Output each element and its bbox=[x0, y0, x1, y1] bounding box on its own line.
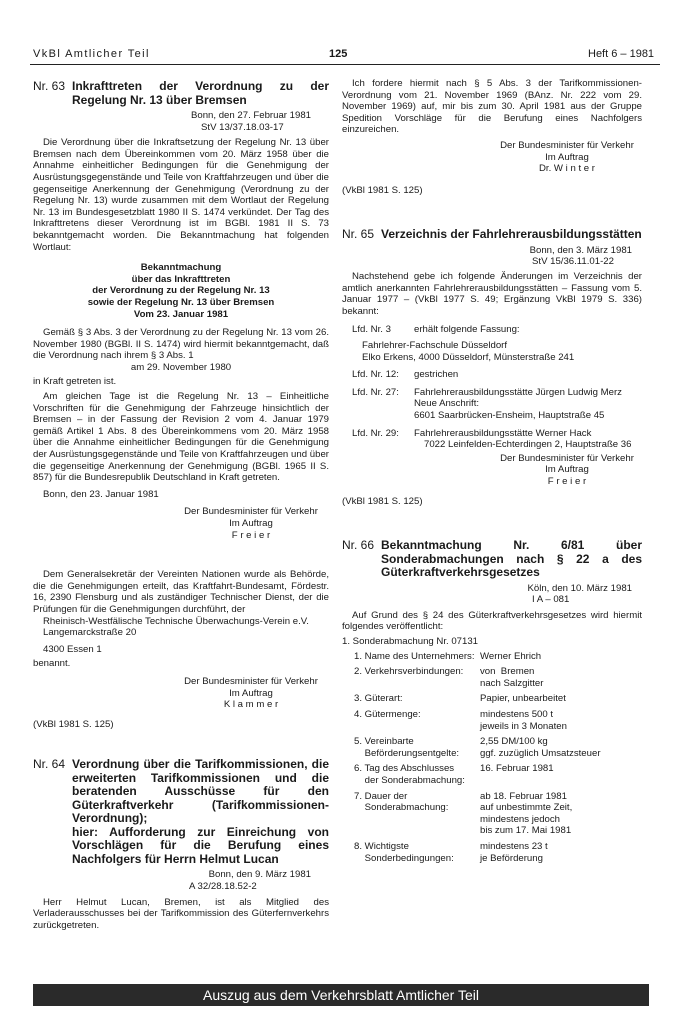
nr63-paragraph-1: Gemäß § 3 Abs. 3 der Verordnung zu der Regelung Nr. 13 vom 26. November 1980 (BGBl. II S. 1474) wird hiermit bekanntgemacht, daß die Verordnung nach ihrem § 3 Abs. 1 bbox=[33, 327, 329, 362]
nr63-paragraph-1-end: in Kraft getreten ist. bbox=[33, 376, 117, 388]
table-row-value: von Bremen nach Salzgitter bbox=[480, 666, 544, 689]
nr66-item-1: 1. Sonderabmachung Nr. 07131 bbox=[342, 636, 479, 647]
page-number: 125 bbox=[329, 48, 348, 60]
entry-text: Fahrlehrerausbildungsstätte Jürgen Ludwig Merz bbox=[414, 386, 622, 398]
nr63-announcement-heading bbox=[33, 262, 329, 320]
entry-detail: Elko Erkens, 4000 Düsseldorf, Münsterstraße 241 bbox=[362, 351, 575, 363]
table-row-label: 1. Name des Unternehmers: bbox=[354, 650, 475, 662]
address-line: Langemarckstraße 20 bbox=[43, 627, 137, 639]
table-row-value: 2,55 DM/100 kg ggf. zuzüglich Umsatzsteuer bbox=[480, 736, 601, 759]
table-row-label: 7. Dauer der Sonderabmachung: bbox=[354, 790, 449, 814]
nr65-entry-27 bbox=[352, 387, 642, 399]
footer-banner: Auszug aus dem Verkehrsblatt Amtlicher Teil bbox=[33, 984, 649, 1006]
signature-line: Im Auftrag bbox=[229, 518, 273, 529]
entry-label: Lfd. Nr. 27: bbox=[352, 386, 399, 398]
signature-line: Der Bundesminister für Verkehr bbox=[184, 506, 318, 518]
nr63-place-date: Bonn, den 23. Januar 1981 bbox=[43, 488, 159, 500]
entry-text: Fahrlehrerausbildungsstätte Werner Hack bbox=[414, 427, 592, 439]
citation: (VkBl 1981 S. 125) bbox=[33, 718, 114, 730]
nr63-title: Inkrafttreten der Verordnung zu der Regelung Nr. 13 über Bremsen bbox=[72, 79, 329, 107]
nr65-entries bbox=[342, 324, 642, 450]
nr63-heading bbox=[33, 80, 329, 107]
table-row-label: 4. Gütermenge: bbox=[354, 708, 421, 720]
journal-title: VkBl Amtlicher Teil bbox=[33, 48, 150, 60]
signature-line: Im Auftrag bbox=[545, 464, 589, 476]
nr63-number: Nr. 63 bbox=[33, 79, 66, 93]
signature-line: Im Auftrag bbox=[229, 687, 273, 699]
left-column bbox=[33, 80, 329, 931]
nr64-heading bbox=[33, 758, 329, 866]
nr64-text: Herr Helmut Lucan, Bremen, ist als Mitglied des Verladerausschusses bei der Tarifkommission des Güterfernverkehrs zurückgetreten. bbox=[33, 896, 329, 931]
table-row-label: 6. Tag des Abschlusses der Sonderabmachung: bbox=[354, 763, 465, 786]
nr63-intro: Die Verordnung über die Inkraftsetzung der Regelung Nr. 13 über Bremsen nach dem Übereinkommen vom 20. März 1958 über die Annahme einheitlicher Bedingungen für die Genehmigung der Ausrüstungsgegenstände und Teile von Kraftfahrzeugen und über die gegenseitige Anerkennung der Genehmigung (Verordnung zu der Regelung Nr. 13) wurde zusammen mit dem Wortlaut der Regelung Nr. 13 im Bundesgesetzblatt 1980 II S. 1474 verkündet. Der Tag des Inkrafttretens dieser Verordnung ist im BGBl. 1981 II S. 73 bekanntgemacht worden. Die Bekanntmachung hat folgenden Wortlaut: bbox=[33, 137, 329, 253]
table-row-value: mindestens 23 t je Beförderung bbox=[480, 840, 548, 864]
signature-line: Dr. W i n t e r bbox=[539, 163, 595, 175]
signature-line: F r e i e r bbox=[231, 529, 271, 541]
signature-line: Der Bundesminister für Verkehr bbox=[500, 452, 634, 464]
signature-line: K l a m m e r bbox=[223, 699, 279, 711]
signature-line: Der Bundesminister für Verkehr bbox=[184, 675, 318, 687]
address-line: 4300 Essen 1 bbox=[43, 643, 102, 655]
nr64-title-block bbox=[72, 758, 329, 866]
address-line: Rheinisch-Westfälische Technische Überwachungs-Verein e.V. bbox=[43, 615, 309, 627]
nr64-date: Bonn, den 9. März 1981 bbox=[208, 869, 311, 881]
continuation-text: Ich fordere hiermit nach § 5 Abs. 3 der Tarifkommissionen-Verordnung vom 21. November 1969 (BAnz. Nr. 222 vom 29. November 1969) auf, mir bis zum 30. April 1981 aus der Gruppe Spedition Vorschläge für die Berufung eines Nachfolgers einzureichen. bbox=[342, 78, 642, 136]
continuation-signature bbox=[342, 140, 642, 175]
entry-label: Lfd. Nr. 3 bbox=[352, 324, 391, 336]
nr66-ref: I A – 081 bbox=[532, 594, 570, 606]
table-row-label: 3. Güterart: bbox=[354, 693, 403, 705]
nr65-signature bbox=[342, 453, 642, 488]
right-column bbox=[342, 78, 642, 864]
signature-line: Im Auftrag bbox=[545, 151, 589, 163]
entry-detail: Neue Anschrift: bbox=[414, 398, 480, 410]
signature-line: F r e i e r bbox=[547, 475, 587, 487]
table-row-value: 16. Februar 1981 bbox=[480, 763, 554, 775]
announcement-heading-line: Vom 23. Januar 1981 bbox=[133, 308, 229, 320]
nr65-date: Bonn, den 3. März 1981 bbox=[529, 244, 632, 256]
table-row-value: Papier, unbearbeitet bbox=[480, 693, 566, 705]
citation: (VkBl 1981 S. 125) bbox=[342, 184, 423, 196]
entry-label: Lfd. Nr. 29: bbox=[352, 427, 399, 439]
table-row-value: Werner Ehrich bbox=[480, 650, 542, 662]
nr66-number: Nr. 66 bbox=[342, 538, 375, 553]
nr65-number: Nr. 65 bbox=[342, 227, 375, 242]
nr64-number: Nr. 64 bbox=[33, 757, 66, 772]
nr65-heading bbox=[342, 228, 642, 242]
nr63-ref: StV 13/37.18.03-17 bbox=[201, 121, 284, 133]
nr64-title: Verordnung über die Tarifkommissionen, die erweiterten Tarifkommissionen und die beratenden Ausschüsse für den Güterkraftverkehr (Tarifkommissionen-Verordnung); bbox=[72, 757, 329, 826]
general-secretary-text: Dem Generalsekretär der Vereinten Nationen wurde als Behörde, die die Genehmigungen erteilt, das Kraftfahrt-Bundesamt, Fördestr. 16, 2390 Flensburg und als zuständiger Technischer Dienst, der die Prüfungen für die Genehmigungen durchführt, der bbox=[33, 569, 329, 615]
table-row-label: 5. Vereinbarte Beförderungsentgelte: bbox=[354, 736, 460, 759]
signature-line: Der Bundesminister für Verkehr bbox=[500, 139, 634, 151]
nr65-intro: Nachstehend gebe ich folgende Änderungen im Verzeichnis der amtlich anerkannten Fahrlehrerausbildungsstätten – Fassung vom 5. Januar 1977 – (VkBl 1977 S. 49; Ergänzung VkBl 1979 S. 336) bekannt: bbox=[342, 271, 642, 317]
nr63-date: Bonn, den 27. Februar 1981 bbox=[190, 110, 311, 121]
header-rule bbox=[30, 64, 660, 65]
table-row-value: ab 18. Februar 1981 auf unbestimmte Zeit, mindestens jedoch bis zum 17. Mai 1981 bbox=[480, 790, 573, 837]
announcement-heading-line: Bekanntmachung bbox=[140, 262, 222, 274]
nr65-ref: StV 15/36.11.01-22 bbox=[532, 256, 614, 268]
table-row-label: 2. Verkehrsverbindungen: bbox=[354, 666, 464, 678]
nr63-signature bbox=[33, 506, 329, 541]
entry-text: erhält folgende Fassung: bbox=[414, 324, 520, 336]
nr64-ref: A 32/28.18.52-2 bbox=[189, 880, 257, 892]
entry-label: Lfd. Nr. 12: bbox=[352, 369, 399, 381]
announcement-heading-line: der Verordnung zu der Regelung Nr. 13 bbox=[92, 285, 270, 297]
nr65-title: Verzeichnis der Fahrlehrerausbildungsstätten bbox=[381, 227, 642, 242]
nr66-title: Bekanntmachung Nr. 6/81 über Sonderabmachungen nach § 22 a des Güterkraftverkehrsgesetzes bbox=[381, 538, 642, 580]
entry-detail: 6601 Saarbrücken-Ensheim, Hauptstraße 45 bbox=[414, 409, 605, 421]
nr64-subtitle: hier: Aufforderung zur Einreichung von Vorschlägen für die Berufung eines Nachfolgers für Herrn Helmut Lucan bbox=[72, 824, 329, 866]
entry-detail: 7022 Leinfelden-Echterdingen 2, Hauptstraße 36 bbox=[424, 439, 632, 451]
nr66-heading bbox=[342, 539, 642, 580]
table-row-label: 8. Wichtigste Sonderbedingungen: bbox=[354, 840, 454, 864]
nr63-effective-date: am 29. November 1980 bbox=[130, 361, 232, 373]
table-row-value: mindestens 500 t jeweils in 3 Monaten bbox=[480, 708, 567, 732]
entry-detail: Fahrlehrer-Fachschule Düsseldorf bbox=[362, 340, 508, 351]
nr65-entry-29 bbox=[352, 428, 642, 440]
issue-number: Heft 6 – 1981 bbox=[588, 48, 655, 60]
entry-text: gestrichen bbox=[414, 369, 459, 381]
sonderabmachung-table bbox=[342, 651, 642, 865]
nr66-date: Köln, den 10. März 1981 bbox=[527, 582, 632, 594]
gen-signature bbox=[33, 676, 329, 711]
nr65-entry-3 bbox=[352, 324, 642, 336]
citation: (VkBl 1981 S. 125) bbox=[342, 495, 423, 507]
general-secretary-tail: benannt. bbox=[33, 658, 71, 670]
announcement-heading-line: über das Inkrafttreten bbox=[131, 273, 231, 285]
announcement-heading-line: sowie der Regelung Nr. 13 über Bremsen bbox=[87, 296, 275, 308]
nr65-entry-12 bbox=[352, 369, 642, 381]
nr63-paragraph-2: Am gleichen Tage ist die Regelung Nr. 13 – Einheitliche Vorschriften für die Genehmigung der Fahrzeuge hinsichtlich der Bremsen – in der Fassung der Revision 2 vom 4. Januar 1979 gemäß Artikel 1 Abs. 8 des Übereinkommens vom 20. März 1958 über die Annahme einheitlicher Bedingungen für die Genehmigung der Ausrüstungsgegenstände und Teile von Kraftfahrzeugen und über die gegenseitige Anerkennung der Genehmigung (BGBl. 1965 II S. 857) für die Bundesrepublik Deutschland in Kraft getreten. bbox=[33, 391, 329, 484]
nr66-intro: Auf Grund des § 24 des Güterkraftverkehrsgesetzes wird hiermit folgendes veröffentlicht: bbox=[342, 609, 642, 633]
